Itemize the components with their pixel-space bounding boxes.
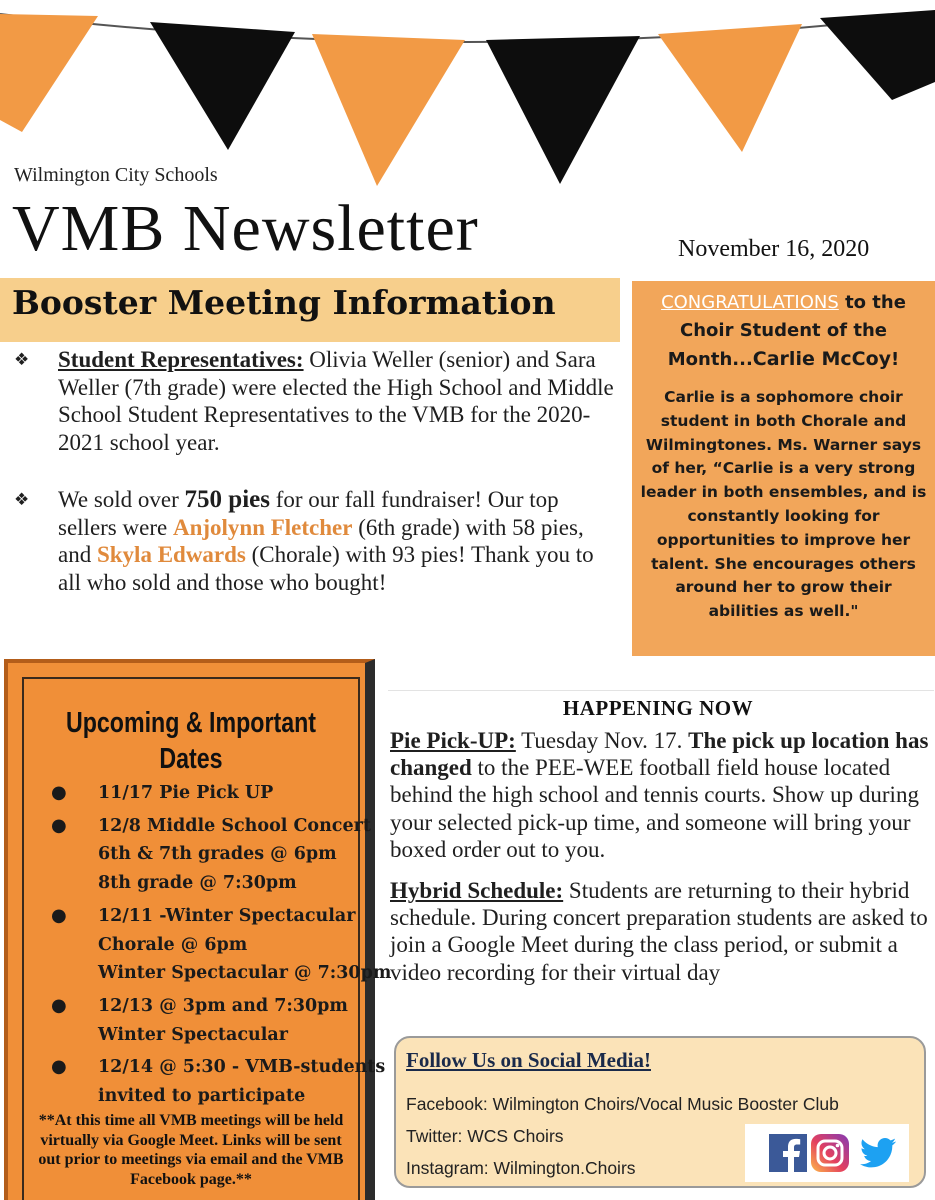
pennant-black	[820, 10, 935, 100]
bullet-dot-icon: ●	[51, 814, 67, 836]
date-line: Winter Spectacular @ 7:30pm	[98, 963, 392, 984]
pie-pickup-lead: Pie Pick-UP:	[390, 728, 516, 753]
date-line: invited to participate	[98, 1086, 306, 1107]
student-reps-lead: Student Representatives:	[58, 347, 304, 372]
date-item	[42, 902, 391, 988]
date-line: 8th grade @ 7:30pm	[98, 873, 297, 894]
pennant-orange	[312, 34, 465, 186]
twitter-handle: Twitter: WCS Choirs	[406, 1126, 564, 1146]
pie-text-1: We sold over	[58, 487, 185, 512]
congrats-body: Carlie is a sophomore choir student in both Chorale and Wilmingtones. Ms. Warner says of her, “Carlie is a very strong leader in both ensembles, and is constantly looking for opportunities to improve her talent. She encourages others around her to grow their abilities as well."	[640, 388, 927, 621]
bullet-pie-sales	[14, 486, 614, 596]
social-icons	[745, 1124, 909, 1182]
top-seller-2: Skyla Edwards	[96, 542, 246, 567]
date-line: 12/11 -Winter Spectacular	[98, 905, 356, 926]
upcoming-dates-inner	[22, 677, 392, 1200]
date-item	[42, 812, 391, 898]
diamond-bullet-icon: ❖	[14, 490, 30, 509]
hybrid-schedule-text: Students are returning to their hybrid schedule. During concert preparation students are asked to join a Google Meet during the class period, or submit a video recording for their virtual day	[390, 878, 928, 985]
hybrid-schedule-paragraph	[390, 877, 930, 986]
pennant-black	[486, 36, 640, 184]
pie-text-3: (6th grade) with 58 pies, and	[58, 514, 584, 567]
date-item	[42, 779, 391, 808]
happening-now-title: HAPPENING NOW	[562, 696, 754, 720]
date-line: 11/17 Pie Pick UP	[98, 783, 274, 803]
date-line: Chorale @ 6pm	[98, 934, 248, 955]
choir-student-of-month-box	[632, 281, 935, 656]
dates-title-line-2: Dates	[159, 743, 223, 775]
issue-date: November 16, 2020	[678, 236, 870, 262]
divider	[388, 690, 934, 691]
pie-pickup-text-2: to the PEE-WEE football field house located behind the high school and tennis courts. Show up during your selected pick-up time, and someone will bring your boxed order out to you.	[390, 755, 919, 862]
pie-pickup-strong: The pick up location has changed	[390, 728, 929, 781]
pennant-black	[150, 22, 295, 150]
congrats-text-2: !	[891, 349, 900, 370]
top-seller-1: Anjolynn Fletcher	[172, 514, 353, 540]
upcoming-dates-title	[57, 705, 324, 777]
facebook-icon[interactable]	[767, 1132, 809, 1174]
hybrid-schedule-lead: Hybrid Schedule:	[390, 878, 564, 904]
date-line: 12/14 @ 5:30 - VMB-students	[98, 1057, 386, 1078]
date-line: 12/13 @ 3pm and 7:30pm	[98, 995, 348, 1016]
instagram-icon[interactable]	[809, 1132, 851, 1174]
bullet-dot-icon: ●	[51, 1056, 67, 1078]
pie-text-2: for our fall fundraiser! Our top sellers were	[58, 487, 559, 540]
date-item	[42, 1053, 391, 1110]
pie-word: pies	[222, 486, 270, 513]
date-line: 6th & 7th grades @ 6pm	[98, 844, 337, 865]
pennant-orange	[658, 24, 802, 152]
instagram-handle: Instagram: Wilmington.Choirs	[406, 1158, 636, 1178]
virtual-meetings-note: **At this time all VMB meetings will be held virtually via Google Meet. Links will be sent out prior to meetings via email and the VMB Facebook page.**	[38, 1112, 344, 1188]
happening-now-body	[390, 727, 930, 986]
date-item	[42, 992, 391, 1049]
dates-list	[42, 779, 391, 1115]
congrats-text-1: to the Choir Student of the Month...	[667, 292, 906, 370]
student-name: Carlie McCoy	[752, 348, 892, 370]
diamond-bullet-icon: ❖	[14, 350, 30, 369]
booster-heading: Booster Meeting Information	[12, 283, 556, 322]
pie-count: 750	[184, 486, 223, 513]
booster-bullets	[14, 346, 614, 596]
bullet-dot-icon: ●	[51, 904, 67, 926]
district-name: Wilmington City Schools	[14, 164, 218, 186]
pie-text-4: (Chorale) with 93 pies! Thank you to all who sold and those who bought!	[58, 542, 594, 595]
pie-pickup-paragraph	[390, 727, 930, 863]
social-media-box	[394, 1036, 926, 1188]
congrats-word: CONGRATULATIONS	[661, 292, 839, 313]
twitter-icon[interactable]	[857, 1132, 899, 1174]
pennant-orange	[0, 14, 98, 132]
bullet-dot-icon: ●	[51, 782, 67, 803]
student-reps-text: Olivia Weller (senior) and Sara Weller (7th grade) were elected the High School and Middle School Student Representatives to the VMB for the 2020-2021 school year.	[58, 347, 614, 455]
bullet-dot-icon: ●	[51, 994, 67, 1016]
congrats-title	[638, 289, 929, 374]
upcoming-dates-box	[4, 659, 392, 1200]
date-line: Winter Spectacular	[98, 1024, 288, 1045]
newsletter-title: VMB Newsletter	[12, 192, 479, 265]
date-line: 12/8 Middle School Concert	[98, 815, 371, 836]
dates-title-line-1: Upcoming & Important	[65, 707, 317, 739]
bullet-student-reps	[14, 346, 614, 456]
pie-pickup-text-1: Tuesday Nov. 17.	[515, 728, 689, 753]
facebook-handle: Facebook: Wilmington Choirs/Vocal Music Booster Club	[406, 1094, 839, 1114]
social-title: Follow Us on Social Media!	[406, 1048, 651, 1072]
